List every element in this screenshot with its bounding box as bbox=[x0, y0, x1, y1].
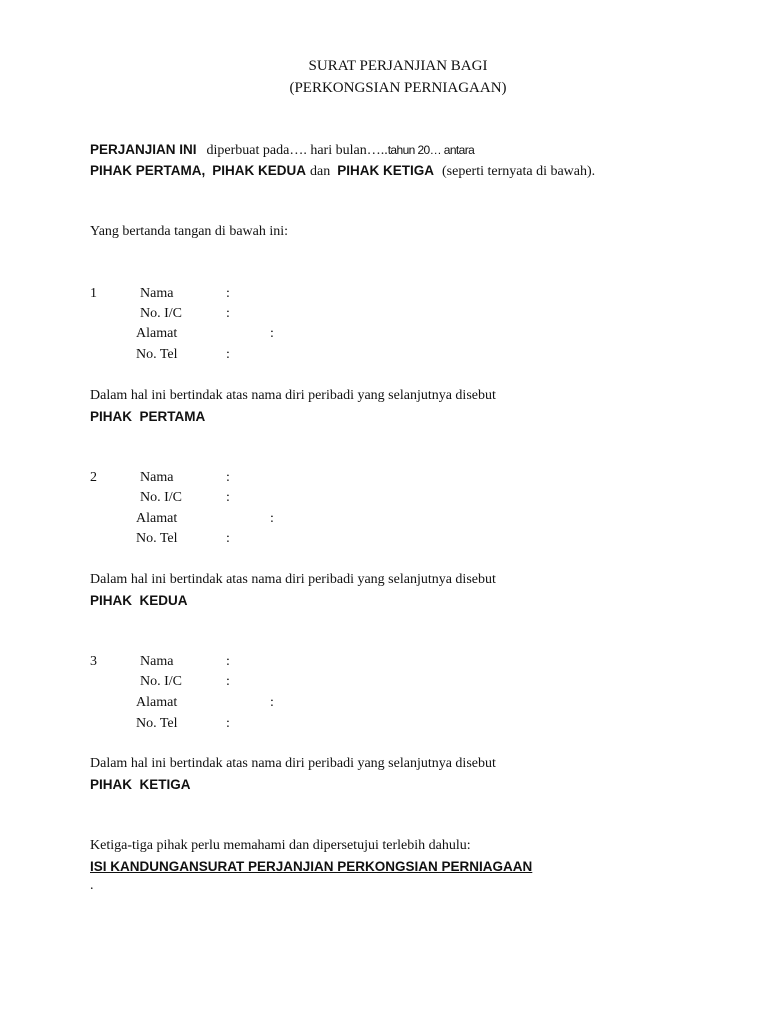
field-label-ic: No. I/C bbox=[140, 674, 182, 689]
trailing-mark: . bbox=[90, 878, 94, 893]
field-label-ic: No. I/C bbox=[140, 490, 182, 505]
party-statement: Dalam hal ini bertindak atas nama diri peribadi yang selanjutnya disebut bbox=[90, 388, 496, 403]
party-designation: PIHAK PERTAMA bbox=[90, 409, 206, 424]
party-designation: PIHAK KETIGA bbox=[90, 777, 191, 792]
field-colon: : bbox=[270, 511, 274, 526]
field-label-nama: Nama bbox=[140, 286, 174, 301]
intro-note: (seperti ternyata di bawah). bbox=[442, 164, 596, 179]
field-colon: : bbox=[226, 306, 230, 321]
party-number: 1 bbox=[90, 286, 97, 301]
field-colon: : bbox=[226, 286, 230, 301]
field-colon: : bbox=[270, 695, 274, 710]
party-number: 3 bbox=[90, 654, 97, 669]
intro-party1: PIHAK PERTAMA, bbox=[90, 163, 206, 178]
intro-text-2: tahun 20… antara bbox=[387, 143, 475, 157]
field-label-tel: No. Tel bbox=[136, 347, 178, 362]
field-colon: : bbox=[226, 654, 230, 669]
field-colon: : bbox=[226, 470, 230, 485]
field-colon: : bbox=[226, 674, 230, 689]
intro-line-1 bbox=[90, 141, 474, 159]
party-statement: Dalam hal ini bertindak atas nama diri peribadi yang selanjutnya disebut bbox=[90, 756, 496, 771]
field-label-alamat: Alamat bbox=[136, 326, 178, 341]
party-statement: Dalam hal ini bertindak atas nama diri peribadi yang selanjutnya disebut bbox=[90, 572, 496, 587]
party-number: 2 bbox=[90, 470, 97, 485]
intro-dan: dan bbox=[310, 164, 331, 179]
contents-heading: ISI KANDUNGANSURAT PERJANJIAN PERKONGSIAN PERNIAGAAN bbox=[90, 859, 533, 874]
field-colon: : bbox=[226, 716, 230, 731]
intro-party3: PIHAK KETIGA bbox=[337, 163, 435, 178]
field-label-alamat: Alamat bbox=[136, 511, 178, 526]
field-label-tel: No. Tel bbox=[136, 716, 178, 731]
intro-party2: PIHAK KEDUA bbox=[212, 163, 307, 178]
document-title-line2: (PERKONGSIAN PERNIAGAAN) bbox=[289, 80, 507, 96]
field-colon: : bbox=[226, 490, 230, 505]
field-label-nama: Nama bbox=[140, 470, 174, 485]
undersigned-text: Yang bertanda tangan di bawah ini: bbox=[90, 224, 289, 239]
field-colon: : bbox=[226, 347, 230, 362]
party-designation: PIHAK KEDUA bbox=[90, 593, 188, 608]
field-label-nama: Nama bbox=[140, 654, 174, 669]
intro-bold-lead: PERJANJIAN INI bbox=[90, 142, 197, 157]
document-title-line1: SURAT PERJANJIAN BAGI bbox=[308, 58, 488, 74]
field-label-alamat: Alamat bbox=[136, 695, 178, 710]
field-colon: : bbox=[270, 326, 274, 341]
field-colon: : bbox=[226, 531, 230, 546]
intro-text-1: diperbuat pada…. hari bulan….. bbox=[206, 143, 388, 158]
intro-line-2 bbox=[90, 162, 595, 180]
field-label-tel: No. Tel bbox=[136, 531, 178, 546]
field-label-ic: No. I/C bbox=[140, 306, 182, 321]
closing-text: Ketiga-tiga pihak perlu memahami dan dipersetujui terlebih dahulu: bbox=[90, 838, 471, 853]
